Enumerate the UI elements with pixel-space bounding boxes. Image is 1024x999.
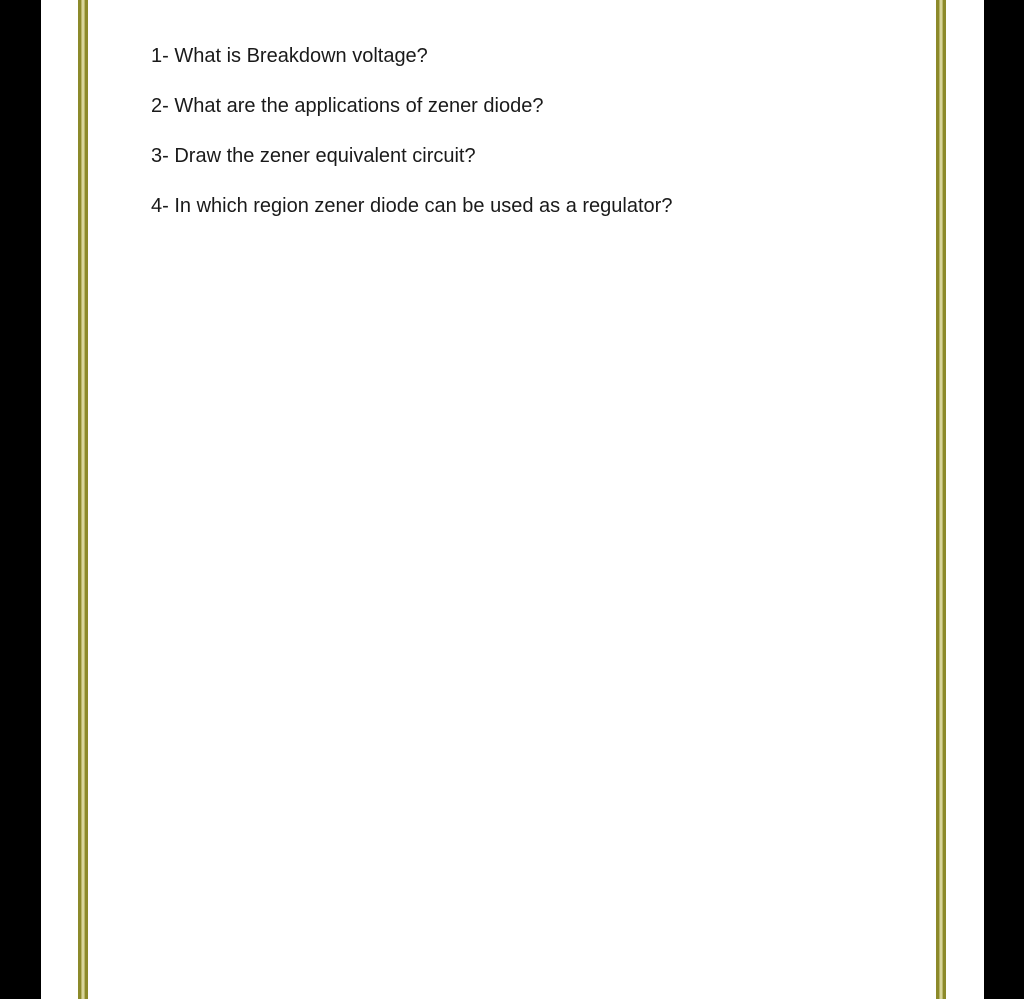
- document-page: [41, 0, 984, 999]
- question-4: 4- In which region zener diode can be used as a regulator?: [151, 195, 673, 217]
- page-border-left: [78, 0, 88, 999]
- page-border-right: [936, 0, 946, 999]
- question-list: [151, 40, 672, 240]
- question-1: 1- What is Breakdown voltage?: [151, 45, 428, 67]
- question-2: 2- What are the applications of zener diode?: [151, 95, 544, 117]
- question-3: 3- Draw the zener equivalent circuit?: [151, 145, 476, 167]
